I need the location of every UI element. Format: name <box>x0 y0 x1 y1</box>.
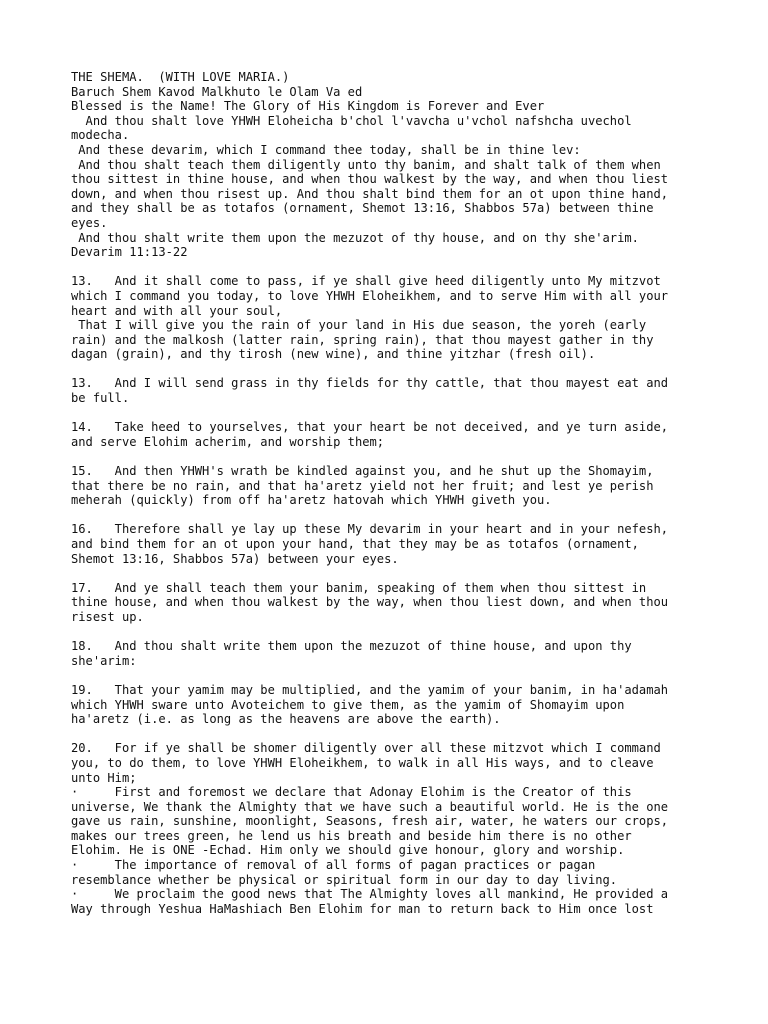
text-line: modecha. <box>71 128 130 143</box>
text-line: 16. Therefore shall ye lay up these My devarim in your heart and in your nefesh, <box>71 522 669 537</box>
text-line: heart and with all your soul, <box>71 303 283 318</box>
text-line: that there be no rain, and that ha'aretz yield not her fruit; and lest ye perish <box>71 478 654 493</box>
text-line: 13. And I will send grass in thy fields for thy cattle, that thou mayest eat and <box>71 376 669 391</box>
paragraph-14 <box>71 420 711 449</box>
paragraph-gap <box>71 449 711 464</box>
text-line: she'arim: <box>71 653 137 668</box>
header-block <box>71 70 711 260</box>
text-line: and bind them for an ot upon your hand, that they may be as totafos (ornament, <box>71 537 639 551</box>
text-line: meherah (quickly) from off ha'aretz hatovah which YHWH giveth you. <box>71 493 552 508</box>
paragraph-19 <box>71 683 711 727</box>
text-line: and serve Elohim acherim, and worship them; <box>71 434 385 449</box>
text-line: And thou shalt write them upon the mezuzot of thy house, and on thy she'arim. <box>71 230 639 245</box>
text-line: Baruch Shem Kavod Malkhuto le Olam Va ed <box>71 84 363 99</box>
text-line: be full. <box>71 391 130 406</box>
paragraph-13b <box>71 376 711 405</box>
text-line: resemblance whether be physical or spiritual form in our day to day living. <box>71 872 618 887</box>
paragraph-gap <box>71 668 711 683</box>
text-line: 19. That your yamim may be multiplied, and the yamim of your banim, in ha'adamah <box>71 682 669 697</box>
text-line: Blessed is the Name! The Glory of His Kingdom is Forever and Ever <box>71 99 545 114</box>
paragraph-gap <box>71 508 711 523</box>
text-line: you, to do them, to love YHWH Eloheikhem, to walk in all His ways, and to cleave <box>71 755 654 770</box>
text-line: 17. And ye shall teach them your banim, speaking of them when thou sittest in <box>71 580 647 595</box>
paragraph-13a <box>71 274 711 362</box>
text-line: which I command you today, to love YHWH Eloheikhem, and to serve Him with all your <box>71 288 669 303</box>
bullet-line: · We proclaim the good news that The Almighty loves all mankind, He provided a <box>71 887 669 902</box>
document-page <box>71 70 711 916</box>
text-line: And these devarim, which I command thee today, shall be in thine lev: <box>71 142 581 157</box>
text-line: That I will give you the rain of your land in His due season, the yoreh (early <box>71 318 647 333</box>
paragraph-18 <box>71 639 711 668</box>
text-line: thine house, and when thou walkest by the way, when thou liest down, and when thou <box>71 595 669 610</box>
paragraph-17 <box>71 581 711 625</box>
paragraph-gap <box>71 625 711 640</box>
scripture-reference: Devarim 11:13-22 <box>71 245 188 260</box>
document-title: THE SHEMA. (WITH LOVE MARIA.) <box>71 70 290 84</box>
text-line: 13. And it shall come to pass, if ye shall give heed diligently unto My mitzvot <box>71 274 661 289</box>
paragraph-gap <box>71 727 711 742</box>
text-line: Way through Yeshua HaMashiach Ben Elohim for man to return back to Him once lost <box>71 901 654 916</box>
text-line: eyes. <box>71 215 108 230</box>
text-line: Shemot 13:16, Shabbos 57a) between your eyes. <box>71 551 399 566</box>
text-line: 20. For if ye shall be shomer diligently over all these mitzvot which I command <box>71 741 661 756</box>
text-line: 15. And then YHWH's wrath be kindled against you, and he shut up the Shomayim, <box>71 464 654 479</box>
paragraph-gap <box>71 566 711 581</box>
text-line: risest up. <box>71 609 144 624</box>
paragraph-gap <box>71 260 711 275</box>
text-line: dagan (grain), and thy tirosh (new wine), and thine yitzhar (fresh oil). <box>71 347 596 362</box>
paragraph-16 <box>71 522 711 566</box>
paragraph-gap <box>71 406 711 421</box>
text-line: 14. Take heed to yourselves, that your heart be not deceived, and ye turn aside, <box>71 420 669 435</box>
text-line: And thou shalt love YHWH Eloheicha b'chol l'vavcha u'vchol nafshcha uvechol <box>71 113 632 128</box>
bullet-line: · First and foremost we declare that Adonay Elohim is the Creator of this <box>71 785 632 800</box>
text-line: And thou shalt teach them diligently unto thy banim, and shalt talk of them when <box>71 157 661 172</box>
paragraph-gap <box>71 362 711 377</box>
text-line: ha'aretz (i.e. as long as the heavens are above the earth). <box>71 712 501 727</box>
text-line: gave us rain, sunshine, moonlight, Seasons, fresh air, water, he waters our crops, <box>71 814 669 829</box>
text-line: 18. And thou shalt write them upon the mezuzot of thine house, and upon thy <box>71 639 632 654</box>
paragraph-15 <box>71 464 711 508</box>
text-line: down, and when thou risest up. And thou shalt bind them for an ot upon thine hand, <box>71 186 669 201</box>
text-line: and they shall be as totafos (ornament, Shemot 13:16, Shabbos 57a) between thine <box>71 201 654 216</box>
text-line: which YHWH sware unto Avoteichem to give them, as the yamim of Shomayim upon <box>71 697 625 712</box>
text-line: Elohim. He is ONE -Echad. Him only we should give honour, glory and worship. <box>71 843 625 858</box>
text-line: universe, We thank the Almighty that we have such a beautiful world. He is the one <box>71 799 669 814</box>
bullet-line: · The importance of removal of all forms of pagan practices or pagan <box>71 858 596 873</box>
paragraph-20 <box>71 741 711 916</box>
text-line: rain) and the malkosh (latter rain, spring rain), that thou mayest gather in thy <box>71 332 654 347</box>
text-line: makes our trees green, he lend us his breath and beside him there is no other <box>71 828 632 843</box>
text-line: unto Him; <box>71 770 137 785</box>
text-line: thou sittest in thine house, and when thou walkest by the way, and when thou liest <box>71 172 669 187</box>
